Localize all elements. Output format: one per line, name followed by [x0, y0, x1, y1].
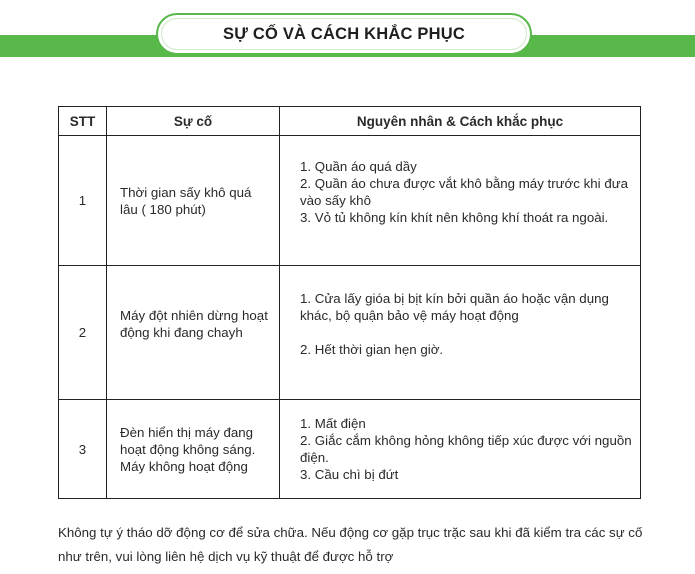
row-stt: 2 — [59, 266, 107, 400]
cause-item: 1. Mất điện — [300, 416, 366, 431]
page-title-text: SỰ CỐ VÀ CÁCH KHẮC PHỤC — [223, 24, 465, 43]
cause-item: 2. Hết thời gian hẹn giờ. — [300, 342, 444, 357]
row-causes — [280, 266, 641, 400]
row-stt: 3 — [59, 400, 107, 499]
row-issue: Đèn hiển thị máy đang hoạt động không sáng. Máy không hoạt động — [107, 400, 280, 499]
troubleshooting-table — [58, 106, 641, 499]
table-row — [59, 136, 641, 266]
header-cause-fix: Nguyên nhân & Cách khắc phục — [280, 107, 641, 136]
row-causes — [280, 400, 641, 499]
cause-item: 2. Quần áo chưa được vắt khô bằng máy trước khi đưa vào sấy khô — [300, 176, 629, 208]
header-stt: STT — [59, 107, 107, 136]
header-issue: Sự cố — [107, 107, 280, 136]
table-row — [59, 266, 641, 400]
page-title — [156, 13, 532, 55]
cause-item: 2. Giắc cắm không hỏng không tiếp xúc được với nguồn điện. — [300, 433, 632, 465]
table-header-row — [59, 107, 641, 136]
row-causes — [280, 136, 641, 266]
table-row — [59, 400, 641, 499]
cause-item: 3. Vỏ tủ không kín khít nên không khí thoát ra ngoài. — [300, 210, 609, 225]
row-stt: 1 — [59, 136, 107, 266]
footer-note: Không tự ý tháo dỡ động cơ để sửa chữa. Nếu động cơ gặp trục trặc sau khi đã kiểm tra các sự cố như trên, vui lòng liên hệ dịch vụ kỹ thuật để được hỗ trợ — [58, 525, 643, 564]
cause-item: 1. Cửa lấy gióa bị bịt kín bởi quần áo hoặc vận dụng khác, bộ quận bảo vệ máy hoạt động — [300, 291, 609, 323]
cause-item: 1. Quần áo quá dầy — [300, 159, 417, 174]
cause-item: 3. Cầu chì bị đứt — [300, 467, 399, 482]
row-issue — [107, 266, 280, 400]
issue-text: Máy đột nhiên dừng hoạt động khi đang chayh — [120, 308, 268, 340]
row-issue: Thời gian sấy khô quá lâu ( 180 phút) — [107, 136, 280, 266]
